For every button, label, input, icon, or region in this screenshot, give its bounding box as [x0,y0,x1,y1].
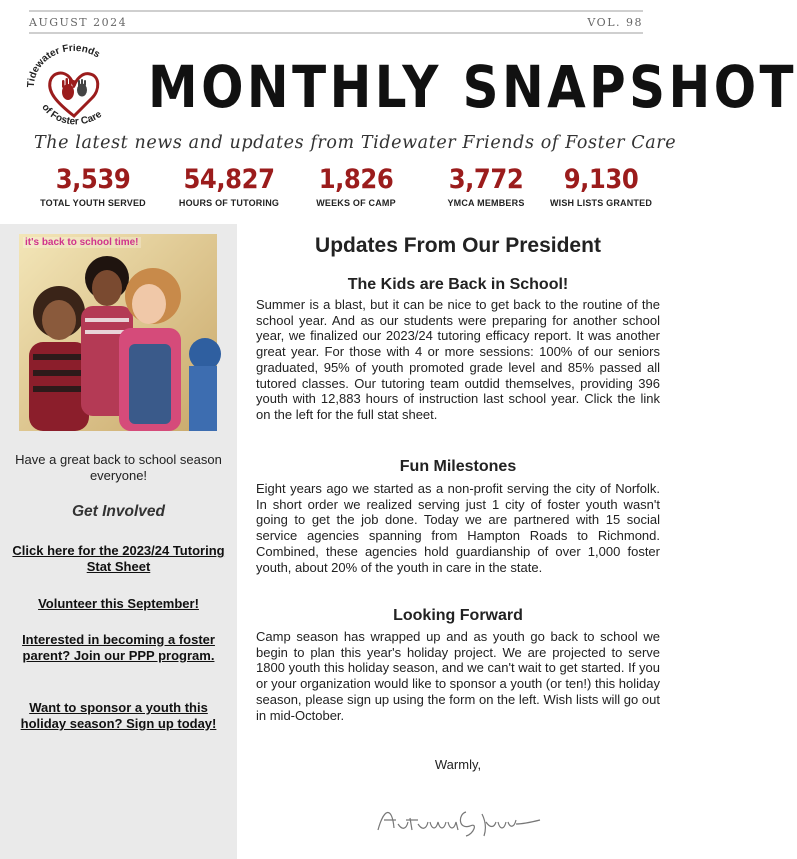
newsletter-title: MONTHLY SNAPSHOT [148,53,797,121]
heart-hands-icon [26,44,122,130]
section-body: Summer is a blast, but it can be nice to get back to the routine of the school year. And as our students were preparing for another school year, we finalized our 2023/24 tutoring efficacy report. It was another great year. For those with 4 or more sessions: 100% of our seniors graduated, 95% of youth promoted grade level and 85% passed all tutored classes. Our tutoring team outdid themselves, providing 396 youth with 12,883 hours of instruction last school year. Click the link on the left for the full stat sheet. [256,297,660,422]
main-heading: Updates From Our President [315,234,601,257]
stat-total-youth [36,164,150,208]
stat-weeks-camp [304,164,408,208]
stat-value: 9,130 [563,164,639,195]
section-body: Camp season has wrapped up and as youth go back to school we begin to plan this year's holiday project. We are projected to serve 1800 youth this holiday season, and we can't wait to get started. If you or your organization would like to sponsor a youth (or ten!) this holiday season, please sign up using the form on the left. Wish lists will go out in mid-October. [256,629,660,723]
masthead-bar [29,10,643,34]
section-title: Looking Forward [393,607,523,624]
sidebar-heading: Get Involved [71,503,166,520]
svg-text:Tidewater Friends: Tidewater Friends [26,44,102,88]
sidebar-greeting: Have a great back to school season everyone! [15,452,222,483]
photo-caption: it's back to school time! [25,237,139,248]
sidebar [0,224,237,859]
stat-value: 3,772 [448,164,524,195]
foster-parent-link[interactable]: Interested in becoming a foster parent? Join our PPP program. [22,632,215,663]
stat-label: WISH LISTS GRANTED [549,198,653,208]
stats-row [0,164,679,214]
stat-value: 3,539 [55,164,131,195]
stat-value: 54,827 [183,164,275,195]
volunteer-link[interactable]: Volunteer this September! [38,596,199,611]
stat-hours-tutoring [172,164,286,208]
stat-label: WEEKS OF CAMP [316,198,396,208]
stat-ymca-members [434,164,538,208]
svg-text:of Foster Care: of Foster Care [39,102,104,128]
sponsor-youth-link[interactable]: Want to sponsor a youth this holiday season? Sign up today! [20,700,217,731]
stat-wish-lists [544,164,658,208]
handwritten-signature-icon [374,800,544,840]
newsletter-tagline: The latest news and updates from Tidewater Friends of Foster Care [34,133,677,153]
section-title: The Kids are Back in School! [347,276,569,293]
back-to-school-photo [19,234,217,431]
section-body: Eight years ago we started as a non-profit serving the city of Norfolk. In short order we realized serving just 1 city of foster youth wasn't going to get the job done. Today we are partnered with 15 social service agencies spanning from Hampton Roads to Richmond. Combined, these agencies hold guardianship of over 1,000 foster youth, about 20% of the youth in care in the state. [256,481,660,575]
section-title: Fun Milestones [399,458,517,475]
stat-label: TOTAL YOUTH SERVED [40,198,146,208]
stat-label: YMCA MEMBERS [447,198,525,208]
organization-logo [26,44,122,130]
signature [374,800,544,840]
closing-text: Warmly, [434,757,482,772]
issue-date: AUGUST 2024 [29,16,128,29]
stat-value: 1,826 [318,164,394,195]
children-photo-icon [19,234,217,431]
tutoring-stat-sheet-link[interactable]: Click here for the 2023/24 Tutoring Stat Sheet [12,543,225,574]
stat-label: HOURS OF TUTORING [178,198,280,208]
issue-volume: VOL. 98 [587,16,643,29]
